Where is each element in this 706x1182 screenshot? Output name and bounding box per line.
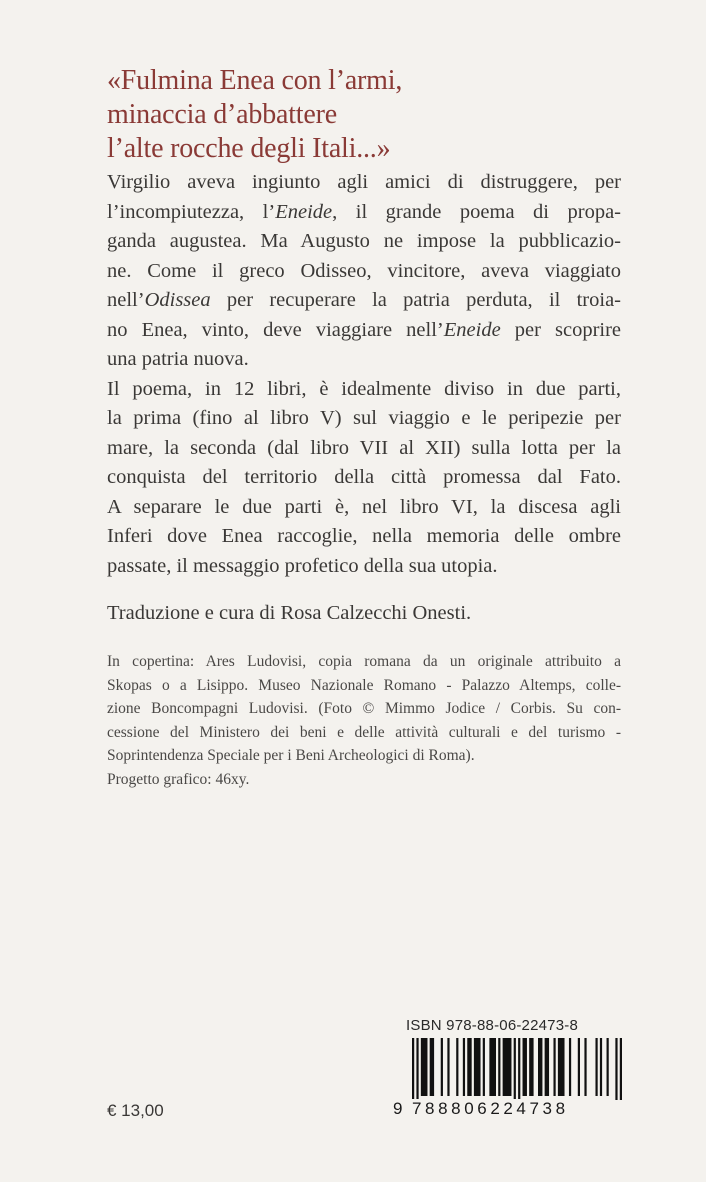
barcode-guard-bar xyxy=(518,1038,520,1100)
blurb-line xyxy=(107,198,621,228)
barcode-guard-bar xyxy=(412,1038,414,1100)
isbn-label: ISBN 978-88-06-22473-8 xyxy=(406,1017,579,1034)
barcode-bar xyxy=(498,1038,500,1096)
barcode-bars xyxy=(392,1038,622,1100)
blurb-line xyxy=(107,463,621,493)
pull-quote xyxy=(107,64,627,166)
blurb-line xyxy=(107,227,621,257)
credit-line: In copertina: Ares Ludovisi, copia romana da un originale attribuito a xyxy=(107,653,621,670)
barcode-bar xyxy=(447,1038,449,1096)
barcode-bar xyxy=(569,1038,571,1096)
barcode-bar xyxy=(538,1038,542,1096)
barcode-guard-bar xyxy=(514,1038,516,1100)
text-run: ganda augustea. Ma Augusto ne impose la pubblicazio- xyxy=(107,230,621,252)
barcode-bar xyxy=(441,1038,443,1096)
barcode-bar xyxy=(529,1038,533,1096)
blurb-line xyxy=(107,257,621,287)
barcode-bar xyxy=(600,1038,602,1096)
italic-title: Eneide xyxy=(275,200,333,223)
blurb-line xyxy=(107,493,621,523)
text-run: mare, la seconda (dal libro VII al XII) sulla lotta per la xyxy=(107,436,621,459)
text-run: passate, il messaggio profetico della sua utopia. xyxy=(107,554,498,577)
blurb-line xyxy=(107,552,621,582)
text-run: nell’ xyxy=(107,289,145,311)
blurb-line xyxy=(107,168,621,198)
price: € 13,00 xyxy=(107,1101,164,1120)
barcode-guard-bar xyxy=(620,1038,622,1100)
barcode-bar xyxy=(421,1038,428,1096)
text-run: Inferi dove Enea raccoglie, nella memoria delle ombre xyxy=(107,525,621,547)
translation-credit: Traduzione e cura di Rosa Calzecchi Onesti. xyxy=(107,602,472,624)
quote-line: «Fulmina Enea con l’armi, xyxy=(107,65,403,96)
barcode-bar xyxy=(607,1038,609,1096)
text-run: ne. Come il greco Odisseo, vincitore, aveva viaggiato xyxy=(107,259,621,282)
credit-line: Progetto grafico: 46xy. xyxy=(107,770,250,788)
text-run: Il poema, in 12 libri, è idealmente diviso in due parti, xyxy=(107,377,621,400)
quote-line: l’alte rocche degli Itali...» xyxy=(107,133,391,164)
text-run: no Enea, vinto, deve viaggiare nell’ xyxy=(107,318,444,341)
blurb-line xyxy=(107,286,621,316)
credit-line: Soprintendenza Speciale per i Beni Archeologici di Roma). xyxy=(107,747,475,764)
credit-line: cessione del Ministero dei beni e delle attività culturali e del turismo - xyxy=(107,723,621,741)
text-run: Virgilio aveva ingiunto agli amici di distruggere, per xyxy=(107,171,621,193)
cover-credits xyxy=(107,650,621,791)
barcode-bar xyxy=(503,1038,512,1096)
text-run: , il grande poema di propa- xyxy=(332,200,621,223)
barcode-digits-rest: 788806224738 xyxy=(412,1099,569,1118)
barcode-guard-bar xyxy=(615,1038,617,1100)
barcode-bar xyxy=(578,1038,580,1096)
italic-title: Eneide xyxy=(443,318,501,341)
blurb-line xyxy=(107,434,621,464)
barcode-bar xyxy=(463,1038,465,1096)
text-run: A separare le due parti è, nel libro VI, la discesa agli xyxy=(107,495,621,518)
barcode-bar xyxy=(584,1038,586,1096)
blurb-line xyxy=(107,375,621,405)
quote-line: minaccia d’abbattere xyxy=(107,99,337,130)
text-run: una patria nuova. xyxy=(107,348,249,370)
blurb-line xyxy=(107,522,621,552)
barcode-bar xyxy=(474,1038,481,1096)
barcode-bar xyxy=(558,1038,565,1096)
text-run: la prima (fino al libro V) sul viaggio e le peripezie per xyxy=(107,407,621,429)
barcode-bar xyxy=(467,1038,471,1096)
barcode-bar xyxy=(545,1038,549,1096)
barcode-bar xyxy=(553,1038,555,1096)
text-run: per scoprire xyxy=(500,318,622,341)
barcode-bar xyxy=(489,1038,496,1096)
barcode-guard-bar xyxy=(416,1038,418,1100)
credit-line: Skopas o a Lisippo. Museo Nazionale Romano - Palazzo Altemps, colle- xyxy=(107,676,621,694)
barcode-bar xyxy=(430,1038,434,1096)
credit-line: zione Boncompagni Ludovisi. (Foto © Mimmo Jodice / Corbis. Su con- xyxy=(107,700,621,717)
barcode-bar xyxy=(483,1038,485,1096)
blurb-line xyxy=(107,316,621,346)
barcode-digits xyxy=(392,1099,622,1123)
text-run: l’incompiutezza, l’ xyxy=(107,200,276,223)
text-run: conquista del territorio della città promessa dal Fato. xyxy=(107,466,621,488)
text-run: per recuperare la patria perduta, il troia- xyxy=(210,289,621,311)
barcode xyxy=(392,1038,622,1143)
barcode-bar xyxy=(456,1038,458,1096)
barcode-bar xyxy=(595,1038,597,1096)
blurb-line xyxy=(107,345,621,375)
barcode-digit-first: 9 xyxy=(393,1099,407,1118)
blurb-text xyxy=(107,168,621,581)
blurb-line xyxy=(107,404,621,434)
barcode-bar xyxy=(523,1038,527,1096)
italic-title: Odissea xyxy=(144,289,211,311)
